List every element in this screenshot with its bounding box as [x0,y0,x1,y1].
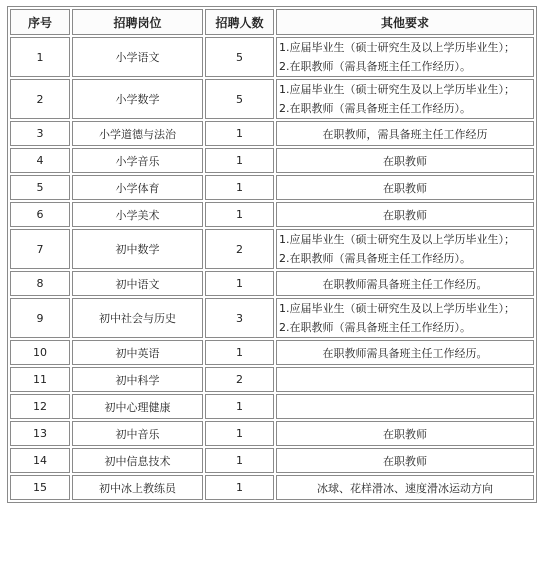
cell-no: 3 [10,121,70,146]
cell-requirements [276,448,534,473]
cell-no: 5 [10,175,70,200]
requirement-line: 在职教师，需具备班主任工作经历 [322,127,488,141]
cell-post: 初中信息技术 [72,448,203,473]
cell-requirements [276,79,534,119]
cell-requirements [276,298,534,338]
table-row [10,148,534,173]
cell-count: 1 [205,202,274,227]
cell-post: 小学音乐 [72,148,203,173]
cell-no: 12 [10,394,70,419]
cell-no: 10 [10,340,70,365]
cell-post: 初中科学 [72,367,203,392]
table-row [10,298,534,338]
requirement-line: 在职教师 [383,181,427,195]
requirement-line: 1.应届毕业生（硕士研究生及以上学历毕业生）； [279,233,515,246]
cell-requirements [276,121,534,146]
cell-post: 初中英语 [72,340,203,365]
table-row [10,421,534,446]
requirement-line: 2.在职教师（需具备班主任工作经历）。 [279,252,471,265]
cell-requirements [276,37,534,77]
table-row [10,367,534,392]
header-requirements: 其他要求 [276,9,534,35]
cell-post: 初中音乐 [72,421,203,446]
cell-count: 2 [205,229,274,269]
cell-requirements [276,421,534,446]
cell-post: 小学美术 [72,202,203,227]
requirement-line: 在职教师 [383,454,427,468]
table-body [10,37,534,500]
requirement-line: 在职教师 [383,208,427,222]
cell-no: 2 [10,79,70,119]
cell-count: 5 [205,37,274,77]
cell-requirements [276,475,534,500]
cell-count: 2 [205,367,274,392]
cell-count: 1 [205,421,274,446]
table-row [10,394,534,419]
recruitment-table [7,6,537,503]
cell-post: 小学体育 [72,175,203,200]
cell-count: 1 [205,394,274,419]
requirement-line: 冰球、花样滑冰、速度滑冰运动方向 [317,481,493,495]
cell-no: 1 [10,37,70,77]
cell-post: 初中语文 [72,271,203,296]
table-row [10,79,534,119]
cell-requirements [276,340,534,365]
cell-count: 1 [205,448,274,473]
cell-no: 9 [10,298,70,338]
table-row [10,175,534,200]
cell-post: 小学道德与法治 [72,121,203,146]
header-row [10,9,534,35]
cell-requirements [276,148,534,173]
cell-count: 5 [205,79,274,119]
requirement-line: 1.应届毕业生（硕士研究生及以上学历毕业生）； [279,41,515,54]
requirement-line: 2.在职教师（需具备班主任工作经历）。 [279,321,471,334]
cell-no: 11 [10,367,70,392]
header-post: 招聘岗位 [72,9,203,35]
cell-count: 1 [205,271,274,296]
requirement-line: 在职教师 [383,427,427,441]
cell-count: 1 [205,475,274,500]
cell-requirements [276,175,534,200]
cell-requirements [276,202,534,227]
table-row [10,475,534,500]
cell-post: 初中社会与历史 [72,298,203,338]
header-count: 招聘人数 [205,9,274,35]
requirement-line: 在职教师需具备班主任工作经历。 [322,346,488,360]
cell-requirements [276,394,534,419]
table-row [10,121,534,146]
cell-post: 初中心理健康 [72,394,203,419]
cell-count: 1 [205,175,274,200]
cell-post: 小学数学 [72,79,203,119]
table-row [10,340,534,365]
cell-post: 初中冰上教练员 [72,475,203,500]
cell-no: 14 [10,448,70,473]
cell-count: 3 [205,298,274,338]
cell-requirements [276,367,534,392]
cell-requirements [276,229,534,269]
cell-no: 7 [10,229,70,269]
cell-no: 4 [10,148,70,173]
cell-requirements [276,271,534,296]
cell-count: 1 [205,148,274,173]
header-no: 序号 [10,9,70,35]
requirement-line: 1.应届毕业生（硕士研究生及以上学历毕业生）； [279,83,515,96]
requirement-line: 1.应届毕业生（硕士研究生及以上学历毕业生）； [279,302,515,315]
table-row [10,271,534,296]
table-row [10,37,534,77]
cell-post: 小学语文 [72,37,203,77]
recruitment-table-container [7,6,537,503]
requirement-line: 2.在职教师（需具备班主任工作经历）。 [279,60,471,73]
cell-no: 13 [10,421,70,446]
cell-count: 1 [205,121,274,146]
requirement-line: 2.在职教师（需具备班主任工作经历）。 [279,102,471,115]
cell-no: 8 [10,271,70,296]
requirement-line: 在职教师 [383,154,427,168]
cell-post: 初中数学 [72,229,203,269]
cell-no: 6 [10,202,70,227]
table-row [10,229,534,269]
table-row [10,202,534,227]
cell-no: 15 [10,475,70,500]
table-row [10,448,534,473]
cell-count: 1 [205,340,274,365]
requirement-line: 在职教师需具备班主任工作经历。 [322,277,488,291]
